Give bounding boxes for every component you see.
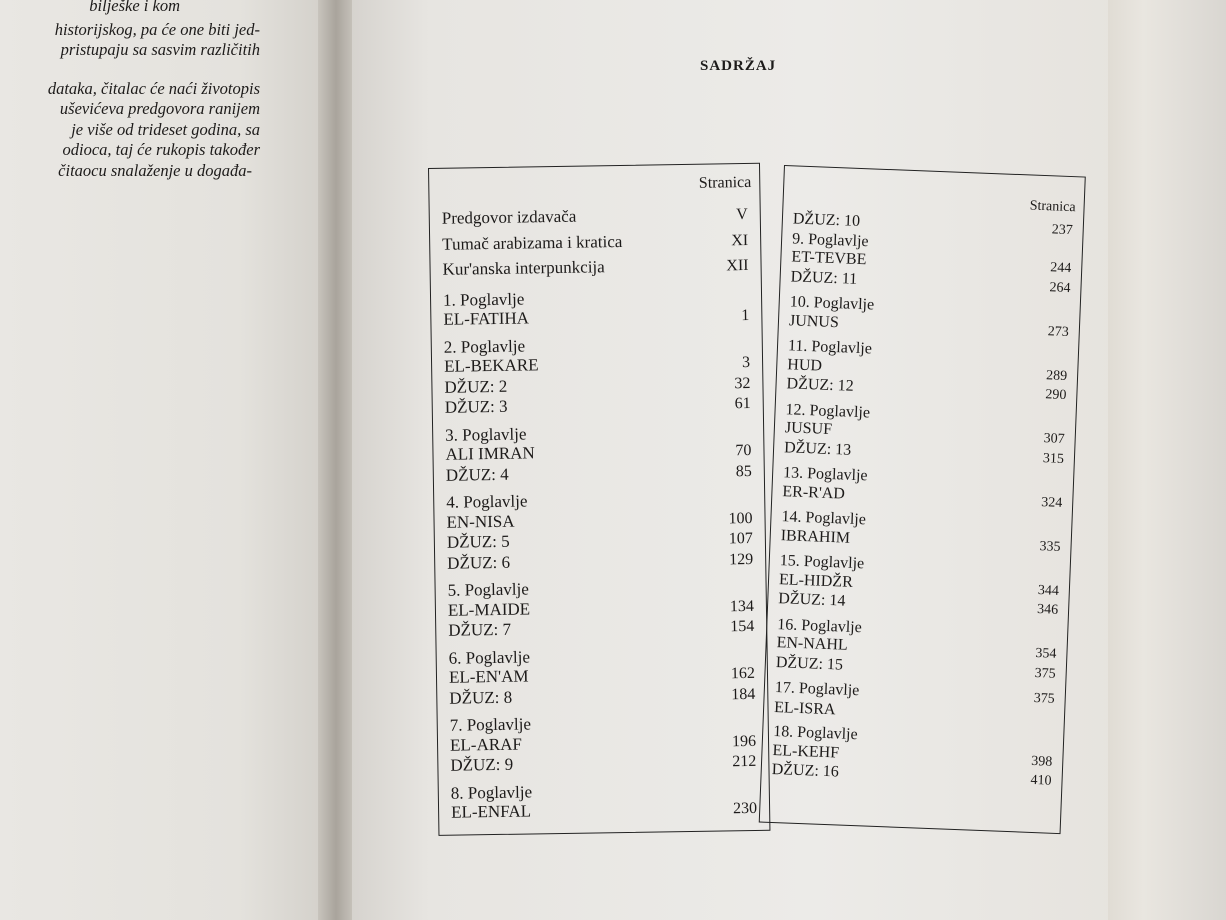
entry-label: DŽUZ: 3 (444, 396, 508, 417)
entry-label: EN-NAHL (776, 634, 849, 654)
entry-label: DŽUZ: 11 (790, 267, 858, 288)
entry-label: 1. Poglavlje (442, 289, 525, 310)
toc-entries-left (442, 202, 758, 830)
entry-page: 264 (1049, 279, 1071, 296)
entry-page: 162 (730, 664, 756, 683)
toc-chapter-group (449, 643, 756, 708)
toc-entry (442, 253, 748, 283)
text-line: je više od trideset godina, sa (71, 119, 260, 139)
toc-chapter-group (782, 464, 1063, 513)
entry-label: 12. Poglavlje (785, 400, 871, 421)
entry-label: DŽUZ: 13 (783, 438, 852, 459)
entry-page: 315 (1042, 450, 1065, 467)
entry-label: Kur'anska interpunkcija (442, 257, 605, 279)
text-line: uševićeva predgovora ranijem (59, 99, 260, 118)
entry-label: IBRAHIM (780, 526, 851, 547)
entry-page: 410 (1030, 772, 1052, 789)
toc-box-left (428, 163, 770, 836)
entry-label: DŽUZ: 15 (775, 653, 844, 674)
column-header: Stranica (698, 173, 752, 192)
entry-label: DŽUZ: 10 (792, 210, 861, 230)
toc-entry (443, 305, 749, 330)
toc-chapter-group (444, 332, 751, 418)
entry-label: 2. Poglavlje (443, 335, 526, 357)
entry-label: EL-MAIDE (447, 598, 531, 620)
entry-label: DŽUZ: 14 (778, 590, 846, 610)
text-line: bilješke i kom (89, 0, 180, 15)
entry-label: 11. Poglavlje (787, 337, 873, 358)
entry-label: 10. Poglavlje (789, 293, 875, 314)
text-line: historijskog, pa će one biti jed- (54, 19, 260, 39)
entry-label: 4. Poglavlje (446, 491, 528, 512)
entry-page: 196 (731, 732, 757, 750)
toc-entry (445, 393, 751, 418)
entry-label: DŽUZ: 9 (450, 754, 514, 775)
entry-label: 13. Poglavlje (782, 464, 868, 485)
entry-page: 212 (732, 752, 757, 771)
entry-page: 289 (1045, 367, 1068, 384)
text-line: odioca, taj će rukopis također (62, 140, 260, 159)
entry-label: 5. Poglavlje (447, 579, 529, 600)
entry-label: HUD (787, 355, 823, 375)
entry-label: Tumač arabizama i kratica (442, 231, 623, 254)
page-edge (1108, 0, 1226, 920)
toc-chapter-group (443, 285, 750, 330)
toc-box-right (759, 165, 1086, 834)
entry-label: 15. Poglavlje (779, 552, 865, 573)
entry-page: 3 (741, 353, 751, 372)
toc-chapter-group (447, 576, 754, 641)
entry-page: 184 (731, 685, 756, 703)
entry-page: 244 (1049, 260, 1072, 277)
entry-page: 32 (734, 374, 751, 392)
text-line: čitaocu snalaženje u događa- (58, 160, 252, 180)
page-title: SADRŽAJ (700, 58, 777, 74)
entry-label: EN-NISA (446, 511, 515, 532)
toc-entry (448, 616, 754, 641)
text-line-blank (0, 61, 260, 79)
entry-page: 375 (1033, 690, 1055, 707)
toc-chapter-group (778, 552, 1060, 620)
entry-label: DŽUZ: 2 (444, 376, 508, 397)
entry-label: 3. Poglavlje (445, 423, 527, 445)
column-header: Stranica (1029, 198, 1076, 216)
entry-page: 134 (729, 597, 755, 615)
entry-label: EL-HIDŽR (778, 570, 854, 591)
entry-label: DŽUZ: 6 (447, 552, 511, 573)
entry-label: ET-TEVBE (791, 248, 867, 269)
toc-chapter-group (789, 293, 1070, 342)
entry-label: EL-EN'AM (448, 666, 529, 687)
toc-chapter-group (771, 723, 1053, 791)
toc-chapter-group (780, 508, 1061, 557)
entry-label: Predgovor izdavača (441, 206, 577, 228)
entry-label: EL-ARAF (449, 734, 522, 755)
entry-page: XI (731, 231, 749, 249)
entry-page: 70 (735, 441, 752, 460)
toc-entry (447, 548, 753, 573)
entry-page: 344 (1037, 582, 1060, 599)
entry-label: ER-R'AD (782, 482, 846, 503)
toc-chapter-group (784, 401, 1066, 469)
toc-chapter-group (450, 711, 757, 776)
entry-page: 61 (734, 394, 751, 413)
entry-label: JUNUS (788, 311, 840, 331)
toc-chapter-group (790, 210, 1073, 298)
left-page-text (0, 0, 260, 181)
toc-entry (446, 460, 752, 485)
entry-label: DŽUZ: 12 (786, 375, 854, 395)
entry-label: 18. Poglavlje (772, 723, 858, 744)
toc-chapter-group (774, 679, 1055, 728)
entry-page: 85 (735, 462, 752, 480)
entry-page: 154 (730, 617, 755, 636)
entry-label: 17. Poglavlje (774, 679, 860, 700)
toc-chapter-group (445, 420, 752, 485)
toc-chapter-group (775, 616, 1057, 684)
entry-label: ALI IMRAN (445, 443, 535, 464)
entry-page: 129 (729, 550, 754, 568)
entry-page: 346 (1036, 602, 1059, 618)
entry-label: DŽUZ: 5 (446, 531, 510, 552)
entry-label: DŽUZ: 7 (448, 619, 512, 640)
entry-label: EL-ENFAL (450, 801, 532, 822)
entry-page: 335 (1039, 538, 1061, 555)
entry-label: 7. Poglavlje (449, 714, 532, 735)
entry-page: 237 (1051, 222, 1073, 239)
toc-entry (449, 683, 755, 708)
left-page (0, 0, 340, 920)
entry-label: JUSUF (784, 419, 833, 439)
entry-page: 398 (1031, 753, 1053, 770)
toc-entry (451, 798, 757, 823)
entry-label: EL-ISRA (773, 698, 836, 718)
toc-chapter-group (446, 488, 753, 574)
entry-page: 107 (728, 529, 753, 548)
entry-label: DŽUZ: 4 (445, 464, 509, 485)
entry-page: 100 (728, 509, 753, 527)
toc-chapter-group (786, 337, 1068, 405)
entry-label: EL-KEHF (772, 741, 840, 762)
entry-page: V (736, 205, 748, 224)
entry-page: 1 (741, 306, 750, 325)
toc-entry (450, 751, 756, 776)
text-line: pristupaju sa sasvim različitih (60, 40, 260, 59)
entry-label: DŽUZ: 16 (771, 760, 840, 781)
entry-page: 324 (1040, 494, 1063, 511)
entry-label: DŽUZ: 8 (449, 687, 513, 708)
entry-page: 273 (1047, 323, 1070, 340)
entry-page: XII (726, 256, 749, 275)
entry-label: EL-BEKARE (443, 355, 539, 376)
entry-page: 307 (1043, 431, 1065, 447)
entry-label: 9. Poglavlje (791, 229, 869, 250)
entry-label: 16. Poglavlje (777, 615, 863, 636)
toc-chapter-group (451, 778, 758, 823)
text-line: dataka, čitalac će naći životopis (47, 78, 260, 98)
entry-page: 230 (732, 799, 758, 818)
entry-label: 6. Poglavlje (448, 646, 531, 668)
entry-page: 290 (1045, 387, 1067, 404)
entry-label: EL-FATIHA (443, 308, 530, 329)
toc-entries-right (771, 210, 1073, 797)
entry-page: 354 (1035, 646, 1057, 662)
entry-label: 14. Poglavlje (781, 508, 867, 529)
entry-page: 375 (1034, 665, 1056, 682)
toc-intro-group (442, 202, 749, 283)
entry-label: 8. Poglavlje (450, 781, 533, 803)
